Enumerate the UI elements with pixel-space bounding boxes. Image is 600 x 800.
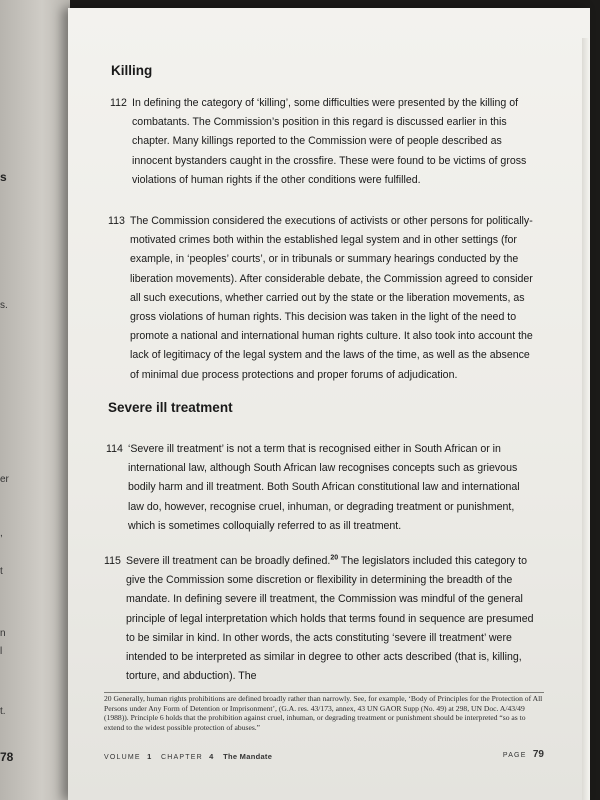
- paragraph-text-before: Severe ill treatment can be broadly defined.: [126, 555, 331, 567]
- paragraph-number: 115: [104, 555, 121, 567]
- footnote-text: Generally, human rights prohibitions are defined broadly rather than narrowly. See, for example, ‘Body of Principles for the Protection of All Persons under Any Form of Detention or Imprisonment’, (G.A. res. 43/173, annex, 43 UN GAOR Supp (No. 49) at 298, UN Doc. A/43/49 (1988)). Principle 6 holds that the prohibition against cruel, inhuman, or degrading treatment or punishment should be interpreted “so as to extend to the widest possible protection of abuses.”: [104, 694, 543, 732]
- facing-page-fragment: ,: [0, 528, 3, 539]
- chapter-number: 4: [209, 752, 214, 761]
- paragraph-number: 114: [106, 443, 123, 455]
- facing-page-fragment: er: [0, 474, 9, 485]
- facing-page-fragment: s: [0, 170, 7, 184]
- volume-number: 1: [147, 752, 152, 761]
- volume-label: VOLUME: [104, 754, 141, 761]
- page-label: PAGE: [502, 752, 527, 759]
- paragraph-text-after: The legislators included this category to give the Commission some discretion or flexibility in determining the breadth of the mandate. In defining severe ill treatment, the Commission was mindful of the general principle of legal interpretation which holds that terms found in sequence are presumed to be similar in kind. In other words, the acts constituting ‘severe ill treatment’ were intended to be interpreted as similar in degree to other acts described (that is, killing, torture, and abduction). The: [126, 555, 534, 683]
- footnote-reference: 20: [330, 554, 339, 562]
- section-heading-killing: Killing: [111, 63, 153, 78]
- paragraph-text: ‘Severe ill treatment’ is not a term that is recognised either in South African or in international law, although South African law recognises concepts such as grievous bodily harm and ill treatment. Both South African constitutional law and international law do, however, recognise cruel, inhuman, or degrading treatment or punishment, which is sometimes colloquially referred to as ill treatment.: [128, 443, 520, 532]
- facing-page: [0, 0, 70, 800]
- footnote-number: 20: [104, 694, 112, 703]
- paragraph-113: [108, 212, 536, 385]
- facing-page-fragment: t: [0, 566, 3, 577]
- paragraph-114: [106, 440, 538, 536]
- paragraph-text: The Commission considered the executions of activists or other persons for politically-motivated crimes both within the established legal system and in other settings (for example, in ‘peoples’ courts’, or in tribunals or summary hearings conducted by the liberation movements). After considerable debate, the Commission agreed to consider all such executions, whether carried out by the state or the liberation movements, as gross violations of human rights. This decision was taken in the light of the need to promote a national and international human rights culture. It also took into account the lack of legitimacy of the legal system and the laws of the time, as well as the absence of minimal due process protections and proper forums of adjudication.: [130, 215, 533, 381]
- paragraph-number: 112: [110, 97, 127, 109]
- book-page: [68, 8, 590, 800]
- page-number: 79: [532, 749, 544, 760]
- facing-page-number: 78: [0, 750, 14, 764]
- footnote: [104, 694, 544, 732]
- chapter-title: The Mandate: [223, 752, 273, 761]
- section-heading-severe-ill-treatment: Severe ill treatment: [108, 400, 233, 415]
- page-footer: [104, 749, 544, 766]
- footnote-divider: [104, 692, 544, 693]
- facing-page-fragment: l: [0, 646, 3, 657]
- facing-page-fragment: t.: [0, 706, 6, 717]
- running-footer: [104, 752, 272, 761]
- paragraph-text: In defining the category of ‘killing’, some difficulties were presented by the killing of combatants. The Commission’s position in this regard is discussed earlier in this chapter. Many killings reported to the Commission were of people described as innocent bystanders caught in the crossfire. These were found to be victims of gross violations of human rights if the other conditions were fulfilled.: [132, 97, 527, 186]
- paragraph-text: [126, 552, 542, 686]
- page-edge: [582, 38, 590, 800]
- paragraph-number: 113: [108, 215, 125, 227]
- paragraph-115: [104, 552, 542, 686]
- facing-page-fragment: n: [0, 628, 6, 639]
- page-number-block: [503, 749, 544, 760]
- facing-page-fragment: s.: [0, 300, 8, 311]
- chapter-label: CHAPTER: [160, 754, 203, 761]
- paragraph-112: [110, 94, 528, 190]
